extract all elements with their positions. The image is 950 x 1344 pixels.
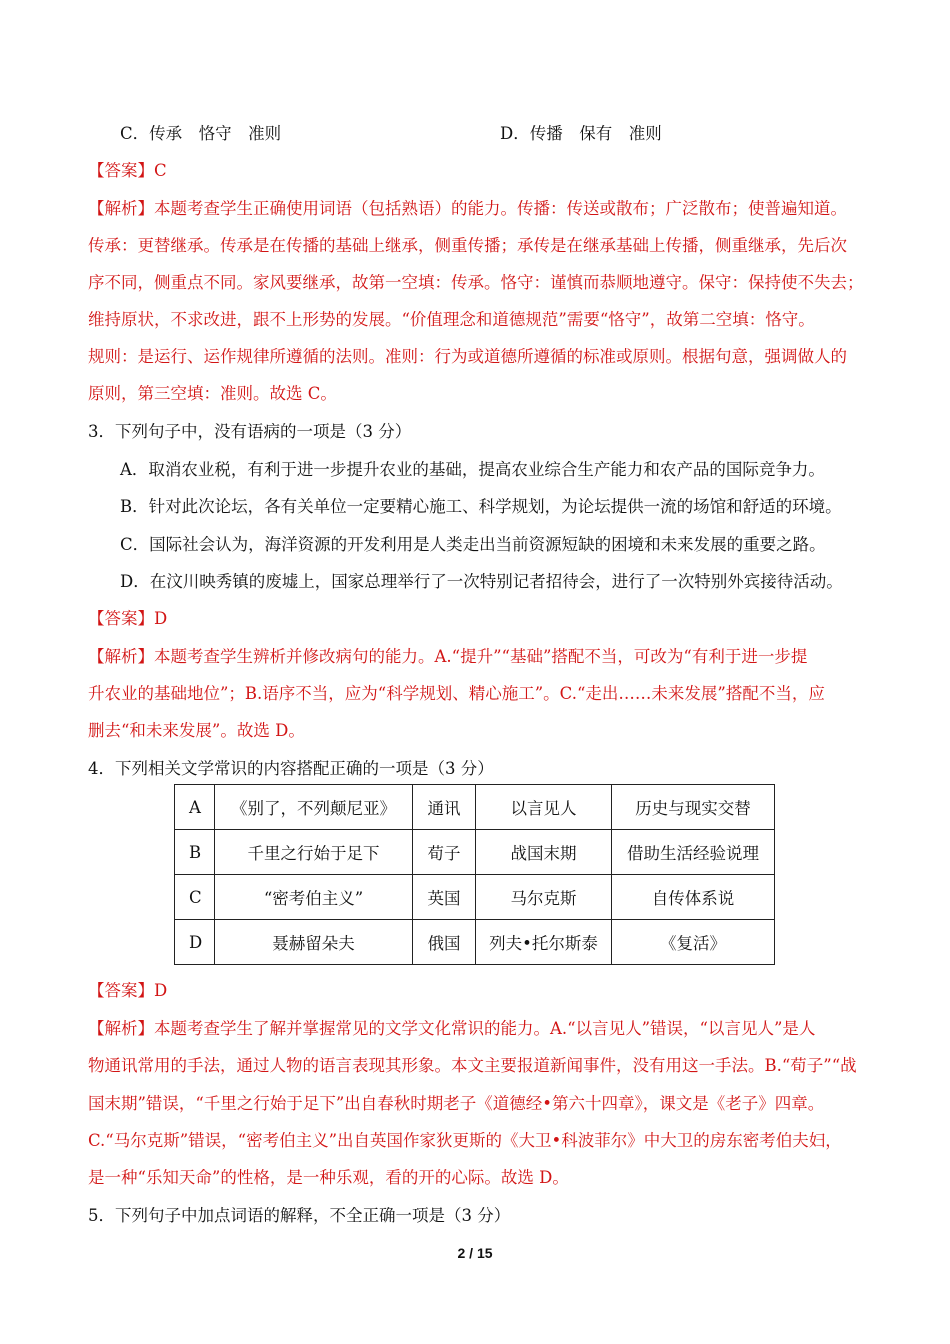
q4-explanation-line: 【解析】本题考查学生了解并掌握常见的文学文化常识的能力。A.“以言见人”错误，“以言见人”是人 (88, 1019, 816, 1038)
table-cell: 马尔克斯 (476, 875, 612, 920)
table-cell: 自传体系说 (612, 875, 775, 920)
table-cell: 《复活》 (612, 920, 775, 965)
q3-explanation-line: 删去“和未来发展”。故选 D。 (88, 721, 305, 740)
q2-explanation-line: 序不同，侧重点不同。家风要继承，故第一空填：传承。恪守：谨慎而恭顺地遵守。保守：保持使不失去； (88, 273, 864, 292)
table-cell: D (175, 920, 215, 965)
table-cell: A (175, 785, 215, 830)
table-cell: C (175, 875, 215, 920)
option-c-prev: C．传承 恪守 准则 (120, 124, 282, 143)
q3-answer: 【答案】D (88, 609, 168, 628)
table-row (175, 830, 775, 875)
table-row (175, 785, 775, 830)
table-cell: B (175, 830, 215, 875)
table-cell: 历史与现实交替 (612, 785, 775, 830)
table-cell: 千里之行始于足下 (215, 830, 413, 875)
table-cell: 聂赫留朵夫 (215, 920, 413, 965)
q4-explanation-line: 是一种“乐知天命”的性格，是一种乐观，看的开的心际。故选 D。 (88, 1168, 569, 1187)
table-cell: 英国 (413, 875, 476, 920)
table-cell: 俄国 (413, 920, 476, 965)
table-cell: 列夫•托尔斯泰 (476, 920, 612, 965)
q4-stem: 4．下列相关文学常识的内容搭配正确的一项是（3 分） (88, 759, 494, 778)
q4-answer: 【答案】D (88, 981, 168, 1000)
table-cell: 以言见人 (476, 785, 612, 830)
q3-stem: 3．下列句子中，没有语病的一项是（3 分） (88, 422, 412, 441)
q3-option-d: D．在汶川映秀镇的废墟上，国家总理举行了一次特别记者招待会，进行了一次特别外宾接待活动。 (120, 572, 843, 591)
table-cell: 荀子 (413, 830, 476, 875)
table-row (175, 875, 775, 920)
table-cell: 《别了，不列颠尼亚》 (215, 785, 413, 830)
q3-explanation-line: 升农业的基础地位”；B.语序不当，应为“科学规划、精心施工”。C.“走出……未来发展”搭配不当，应 (88, 684, 825, 703)
q2-explanation-line: 【解析】本题考查学生正确使用词语（包括熟语）的能力。传播：传送或散布；广泛散布；使普遍知道。 (88, 199, 847, 218)
table-cell: 借助生活经验说理 (612, 830, 775, 875)
q3-option-b: B．针对此次论坛，各有关单位一定要精心施工、科学规划，为论坛提供一流的场馆和舒适的环境。 (120, 497, 842, 516)
q2-answer: 【答案】C (88, 161, 167, 180)
q2-explanation-line: 维持原状，不求改进，跟不上形势的发展。“价值理念和道德规范”需要“恪守”，故第二空填：恪守。 (88, 310, 815, 329)
q4-explanation-line: 国末期”错误，“千里之行始于足下”出自春秋时期老子《道德经•第六十四章》，课文是《老子》四章。 (88, 1094, 825, 1113)
table-cell: “密考伯主义” (215, 875, 413, 920)
q2-explanation-line: 原则，第三空填：准则。故选 C。 (88, 384, 337, 403)
q4-explanation-line: 物通讯常用的手法，通过人物的语言表现其形象。本文主要报道新闻事件，没有用这一手法。B.“荀子”“战 (88, 1056, 857, 1075)
literature-table (174, 784, 775, 965)
q2-explanation-line: 规则：是运行、运作规律所遵循的法则。准则：行为或道德所遵循的标准或原则。根据句意，强调做人的 (88, 347, 847, 366)
page-number: 2 / 15 (457, 1245, 493, 1261)
q3-explanation-line: 【解析】本题考查学生辨析并修改病句的能力。A.“提升”“基础”搭配不当，可改为“有利于进一步提 (88, 647, 808, 666)
q5-stem: 5．下列句子中加点词语的解释，不全正确一项是（3 分） (88, 1206, 511, 1225)
table-cell: 战国末期 (476, 830, 612, 875)
q4-explanation-line: C.“马尔克斯”错误，“密考伯主义”出自英国作家狄更斯的《大卫•科波菲尔》中大卫的房东密考伯夫妇， (88, 1131, 842, 1150)
table-row (175, 920, 775, 965)
table-cell: 通讯 (413, 785, 476, 830)
q3-option-c: C．国际社会认为，海洋资源的开发利用是人类走出当前资源短缺的困境和未来发展的重要之路。 (120, 535, 826, 554)
option-d-prev: D．传播 保有 准则 (500, 124, 662, 143)
q2-explanation-line: 传承：更替继承。传承是在传播的基础上继承，侧重传播；承传是在继承基础上传播，侧重继承，先后次 (88, 236, 847, 255)
q3-option-a: A．取消农业税，有利于进一步提升农业的基础，提高农业综合生产能力和农产品的国际竞争力。 (120, 460, 825, 479)
